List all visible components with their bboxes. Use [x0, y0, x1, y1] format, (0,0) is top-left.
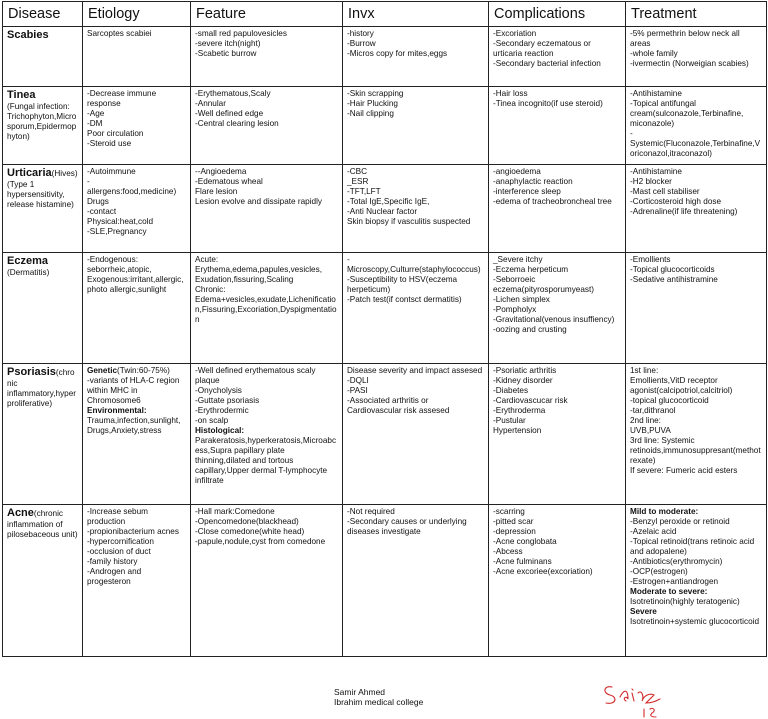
etiology-env-label: Environmental:	[87, 406, 147, 415]
feature-cell	[191, 27, 343, 87]
disease-name: Scabies	[7, 29, 49, 41]
row-tinea	[3, 87, 767, 165]
disease-cell	[3, 165, 83, 253]
disease-subtitle: (chronic inflammation of pilosebaceous unit)	[7, 509, 78, 539]
complications-cell	[489, 253, 626, 364]
etiology-text: -Increase sebum production -propionibacterium acnes -hypercornification -occlusion of duct -family history -Androgen and progesteron	[87, 507, 179, 586]
feature-cell	[191, 253, 343, 364]
feature-histo-text: Parakeratosis,hyperkeratosis,Microabcess,Supra papillary plate thinning,dilated and tortous capillary,Upper dermal T-lymphocyte infiltrate	[195, 436, 337, 485]
complications-cell	[489, 505, 626, 657]
disease-table	[2, 1, 767, 657]
complications-cell	[489, 87, 626, 165]
college-name: Ibrahim medical college	[334, 697, 424, 707]
header-complications: Complications	[489, 2, 626, 27]
header-feature: Feature	[191, 2, 343, 27]
treatment-mild-label: Mild to moderate:	[630, 507, 699, 516]
treatment-sev-text: Isotretinoin+systemic glucocorticoid	[630, 617, 760, 626]
disease-cell	[3, 253, 83, 364]
feature-cell	[191, 505, 343, 657]
etiology-text: Sarcoptes scabiei	[87, 29, 152, 38]
row-psoriasis	[3, 364, 767, 505]
treatment-cell	[626, 87, 767, 165]
complications-cell	[489, 165, 626, 253]
header-treatment: Treatment	[626, 2, 767, 27]
feature-cell	[191, 165, 343, 253]
etiology-env-text: Trauma,infection,sunlight,Drugs,Anxiety,stress	[87, 416, 181, 435]
treatment-text: -Antihistamine -Topical antifungal cream(sulconazole,Terbinafine, miconazole) - Systemic(Fluconazole,Terbinafine,Voriconazol,itraconazol)	[630, 89, 761, 158]
disease-subtitle: (Fungal infection: Trichophyton,Microsporum,Epidermophyton)	[7, 102, 77, 141]
treatment-text: 1st line: Emollients,VitD receptor agonist(calcipotriol,calcitriol) -topical glucocorticoid -tar,dithranol 2nd line: UVB,PUVA 3rd line: Systemic retinoids,immunosuppresant(methotrexate) If severe: Fumeric acid esters	[630, 366, 761, 475]
invx-text: -history -Burrow -Micros copy for mites,eggs	[347, 29, 448, 58]
invx-cell	[343, 364, 489, 505]
etiology-genetic-label: Genetic	[87, 366, 118, 375]
disease-name: Urticaria	[7, 167, 52, 179]
disease-subtitle: (Dermatitis)	[7, 268, 50, 277]
header-disease: Disease	[3, 2, 83, 27]
treatment-text: -Antihistamine -H2 blocker -Mast cell stabiliser -Corticosteroid high dose -Adrenaline(if life threatening)	[630, 167, 738, 216]
complications-text: -Excoriation -Secondary eczematous or urticaria reaction -Secondary bacterial infection	[493, 29, 601, 68]
invx-cell	[343, 27, 489, 87]
etiology-cell	[83, 87, 191, 165]
invx-text: - Microscopy,Culturre(staphylococcus) -Susceptibility to HSV(eczema herpeticum) -Patch test(if contsct dermatitis)	[347, 255, 481, 304]
row-urticaria	[3, 165, 767, 253]
feature-text: -small red papulovesicles -severe itch(night) -Scabetic burrow	[195, 29, 287, 58]
disease-cell	[3, 87, 83, 165]
etiology-cell	[83, 253, 191, 364]
treatment-mild-text: -Benzyl peroxide or retinoid -Azelaic acid -Topical retinoid(trans retinoic acid and adopalene) -Antibiotics(erythromycin) -OCP(estrogen) -Estrogen+antiandrogen	[630, 517, 755, 586]
disease-subtitle: (chronic inflammatory,hyperproliferative)	[7, 368, 77, 408]
feature-cell	[191, 87, 343, 165]
complications-cell	[489, 27, 626, 87]
etiology-cell	[83, 165, 191, 253]
etiology-genetic-text: (Twin:60-75%) -variants of HLA-C region within MHC in Chromosome6	[87, 366, 180, 405]
disease-name: Acne	[7, 507, 34, 519]
signature-stroke	[605, 687, 660, 717]
signature-icon	[598, 681, 670, 719]
etiology-text: -Autoimmune - allergens:food,medicine) Drugs -contact Physical:heat,cold -SLE,Pregnancy	[87, 167, 177, 236]
footer	[334, 687, 423, 707]
complications-text: -Psoriatic arthritis -Kidney disorder -Diabetes -Cardiovascucar risk -Erythroderma -Pustular Hypertension	[493, 366, 568, 435]
etiology-text: -Endogenous: seborrheic,atopic, Exogenous:irritant,allergic,photo allergic,sunlight	[87, 255, 184, 294]
etiology-genetic	[87, 366, 186, 406]
treatment-mod-text: Isotretinoin(highly teratogenic)	[630, 597, 740, 606]
feature-text: -Hall mark:Comedone -Opencomedone(blackhead) -Close comedone(white head) -papule,nodule,cyst from comedone	[195, 507, 326, 546]
complications-text: -Hair loss -Tinea incognito(if use steroid)	[493, 89, 603, 108]
header-etiology: Etiology	[83, 2, 191, 27]
header-row	[3, 2, 767, 27]
treatment-text: -5% permethrin below neck all areas -whole family -ivermectin (Norweigian scabies)	[630, 29, 749, 68]
disease-name: Tinea	[7, 89, 36, 101]
row-eczema	[3, 253, 767, 364]
etiology-cell	[83, 27, 191, 87]
treatment-cell	[626, 27, 767, 87]
feature-text: Acute: Erythema,edema,papules,vesicles, Exudation,fissuring,Scaling Chronic: Edema+vesicles,exudate,Lichenification,Fissuring,Excoriation,Dyspigmentation	[195, 255, 337, 324]
invx-text: -Not required -Secondary causes or underlying diseases investigate	[347, 507, 467, 536]
treatment-cell	[626, 165, 767, 253]
feature-text: -Erythematous,Scaly -Annular -Well defined edge -Central clearing lesion	[195, 89, 279, 128]
invx-text: -Skin scrapping -Hair Plucking -Nail clipping	[347, 89, 404, 118]
treatment-mod-label: Moderate to severe:	[630, 587, 708, 596]
invx-text: Disease severity and impact assesed -DQLI -PASI -Associated arthritis or Cardiovascular risk assesed	[347, 366, 483, 415]
feature-cell	[191, 364, 343, 505]
etiology-text: -Decrease immune response -Age -DM Poor circulation -Steroid use	[87, 89, 157, 148]
invx-cell	[343, 87, 489, 165]
etiology-cell	[83, 505, 191, 657]
disease-cell	[3, 27, 83, 87]
row-scabies	[3, 27, 767, 87]
feature-text: -Well defined erythematous scaly plaque -Onycholysis -Guttate psoriasis -Erythrodermic -on scalp	[195, 366, 316, 425]
invx-text: -CBC _ESR -TFT,LFT -Total IgE,Specific IgE, -Anti Nuclear factor Skin biopsy if vasculitis suspected	[347, 167, 471, 226]
complications-text: -angioedema -anaphylactic reaction -interference sleep -edema of tracheobroncheal tree	[493, 167, 612, 206]
complications-text: _Severe itchy -Eczema herpeticum -Seborroeic eczema(pityrosporumyeast) -Lichen simplex -Pompholyx -Gravitational(venous insuffiency) -oozing and crusting	[493, 255, 615, 334]
treatment-cell	[626, 253, 767, 364]
complications-text: -scarring -pitted scar -depression -Acne conglobata -Abcess -Acne fulminans -Acne excoriee(excoriation)	[493, 507, 593, 576]
feature-histo-label: Histological:	[195, 426, 245, 435]
invx-cell	[343, 253, 489, 364]
treatment-cell	[626, 505, 767, 657]
feature-text: --Angioedema -Edematous wheal Flare lesion Lesion evolve and dissipate rapidly	[195, 167, 322, 206]
disease-subtitle: (Hives) (Type 1 hypersensitivity, release histamine)	[7, 169, 78, 209]
treatment-cell	[626, 364, 767, 505]
header-invx: Invx	[343, 2, 489, 27]
disease-cell	[3, 505, 83, 657]
invx-cell	[343, 505, 489, 657]
author-name: Samir Ahmed	[334, 687, 386, 697]
treatment-text: -Emollients -Topical glucocorticoids -Sedative antihistramine	[630, 255, 718, 284]
disease-cell	[3, 364, 83, 505]
disease-name: Eczema	[7, 255, 48, 267]
row-acne	[3, 505, 767, 657]
etiology-cell	[83, 364, 191, 505]
complications-cell	[489, 364, 626, 505]
invx-cell	[343, 165, 489, 253]
treatment-sev-label: Severe	[630, 607, 657, 616]
disease-name: Psoriasis	[7, 366, 56, 378]
